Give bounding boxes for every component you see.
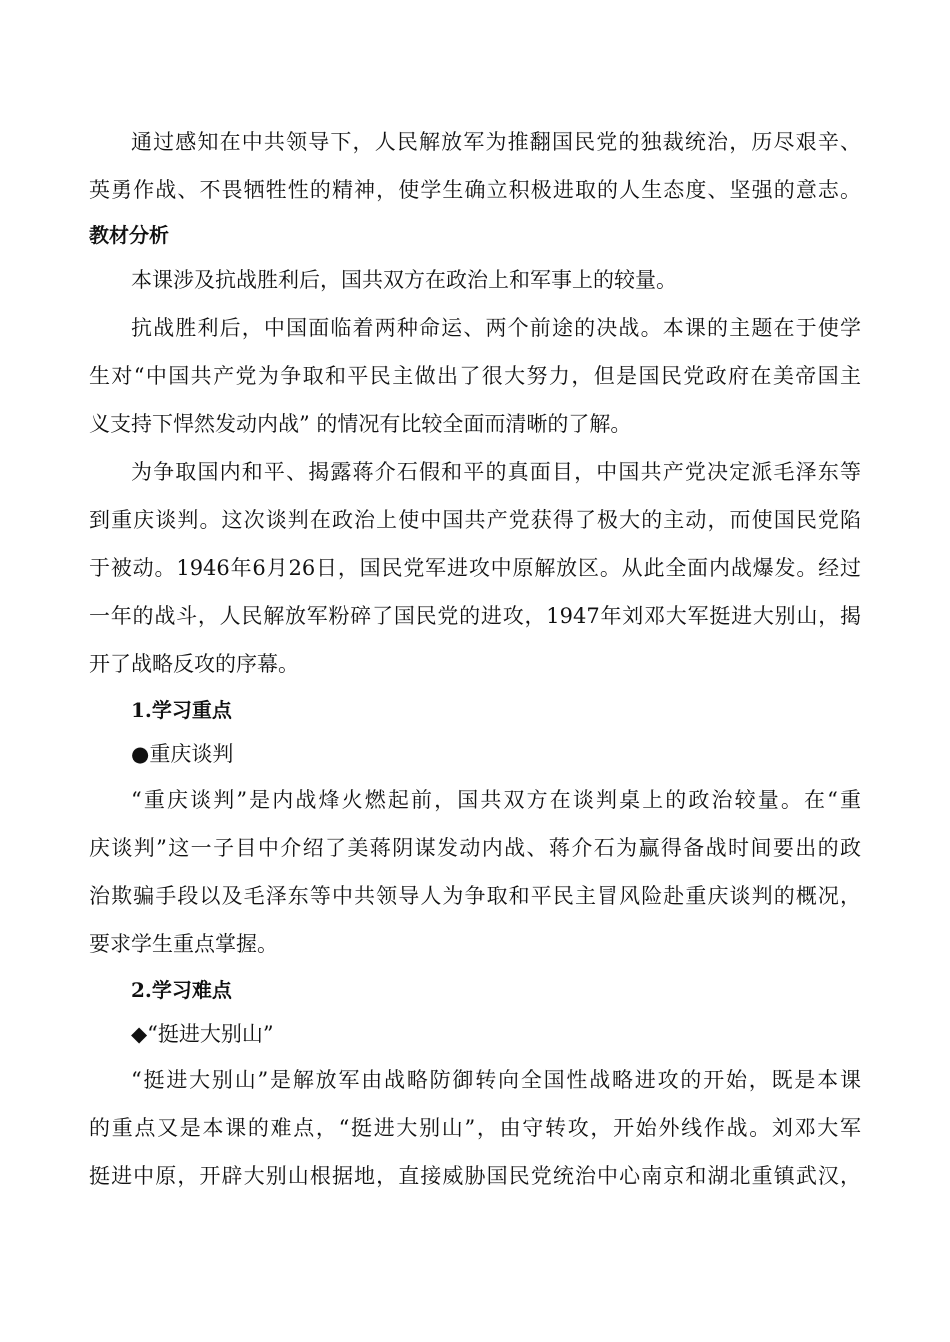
p2-line-2: 生对“中国共产党为争取和平民主做出了很大努力，但是国民党政府在美帝国主	[89, 364, 861, 388]
p3-line-1: 为争取国内和平、揭露蒋介石假和平的真面目，中国共产党决定派毛泽东等	[131, 460, 861, 484]
p3-line-3: 于被动。1946年6月26日，国民党军进攻中原解放区。从此全面内战爆发。经过	[89, 556, 861, 580]
section-title: 教材分析	[89, 223, 169, 247]
difficulty-title: 2.学习难点	[131, 978, 232, 1002]
p4-line-4: 要求学生重点掌握。	[89, 932, 278, 956]
p3-line-5: 开了战略反攻的序幕。	[89, 652, 299, 676]
difficulty-bullet: ◆“挺进大别山”	[131, 1022, 274, 1046]
key-point-title: 1.学习重点	[131, 698, 232, 722]
p2-line-1: 抗战胜利后，中国面临着两种命运、两个前途的决战。本课的主题在于使学	[131, 316, 861, 340]
document-page	[89, 118, 861, 1200]
p4-line-3: 治欺骗手段以及毛泽东等中共领导人为争取和平民主冒风险赴重庆谈判的概况，	[89, 884, 861, 908]
p5-line-1: “挺进大别山”是解放军由战略防御转向全国性战略进攻的开始，既是本课	[131, 1068, 861, 1092]
p5-line-2: 的重点又是本课的难点，“挺进大别山”，由守转攻，开始外线作战。刘邓大军	[89, 1116, 861, 1140]
p4-line-1: “重庆谈判”是内战烽火燃起前，国共双方在谈判桌上的政治较量。在“重	[131, 788, 861, 812]
key-point-bullet: ●重庆谈判	[131, 742, 234, 766]
p3-line-2: 到重庆谈判。这次谈判在政治上使中国共产党获得了极大的主动，而使国民党陷	[89, 508, 861, 532]
p3-line-4: 一年的战斗，人民解放军粉碎了国民党的进攻，1947年刘邓大军挺进大别山，揭	[89, 604, 861, 628]
p5-line-3: 挺进中原，开辟大别山根据地，直接威胁国民党统治中心南京和湖北重镇武汉，	[89, 1164, 861, 1188]
p4-line-2: 庆谈判”这一子目中介绍了美蒋阴谋发动内战、蒋介石为赢得备战时间要出的政	[89, 836, 861, 860]
p2-line-3: 义支持下悍然发动内战” 的情况有比较全面而清晰的了解。	[89, 412, 632, 436]
intro-line-2: 英勇作战、不畏牺牲性的精神，使学生确立积极进取的人生态度、坚强的意志。	[89, 178, 861, 202]
intro-line-1: 通过感知在中共领导下，人民解放军为推翻国民党的独裁统治，历尽艰辛、	[131, 130, 861, 154]
p1-line-1: 本课涉及抗战胜利后，国共双方在政治上和军事上的较量。	[131, 268, 677, 292]
